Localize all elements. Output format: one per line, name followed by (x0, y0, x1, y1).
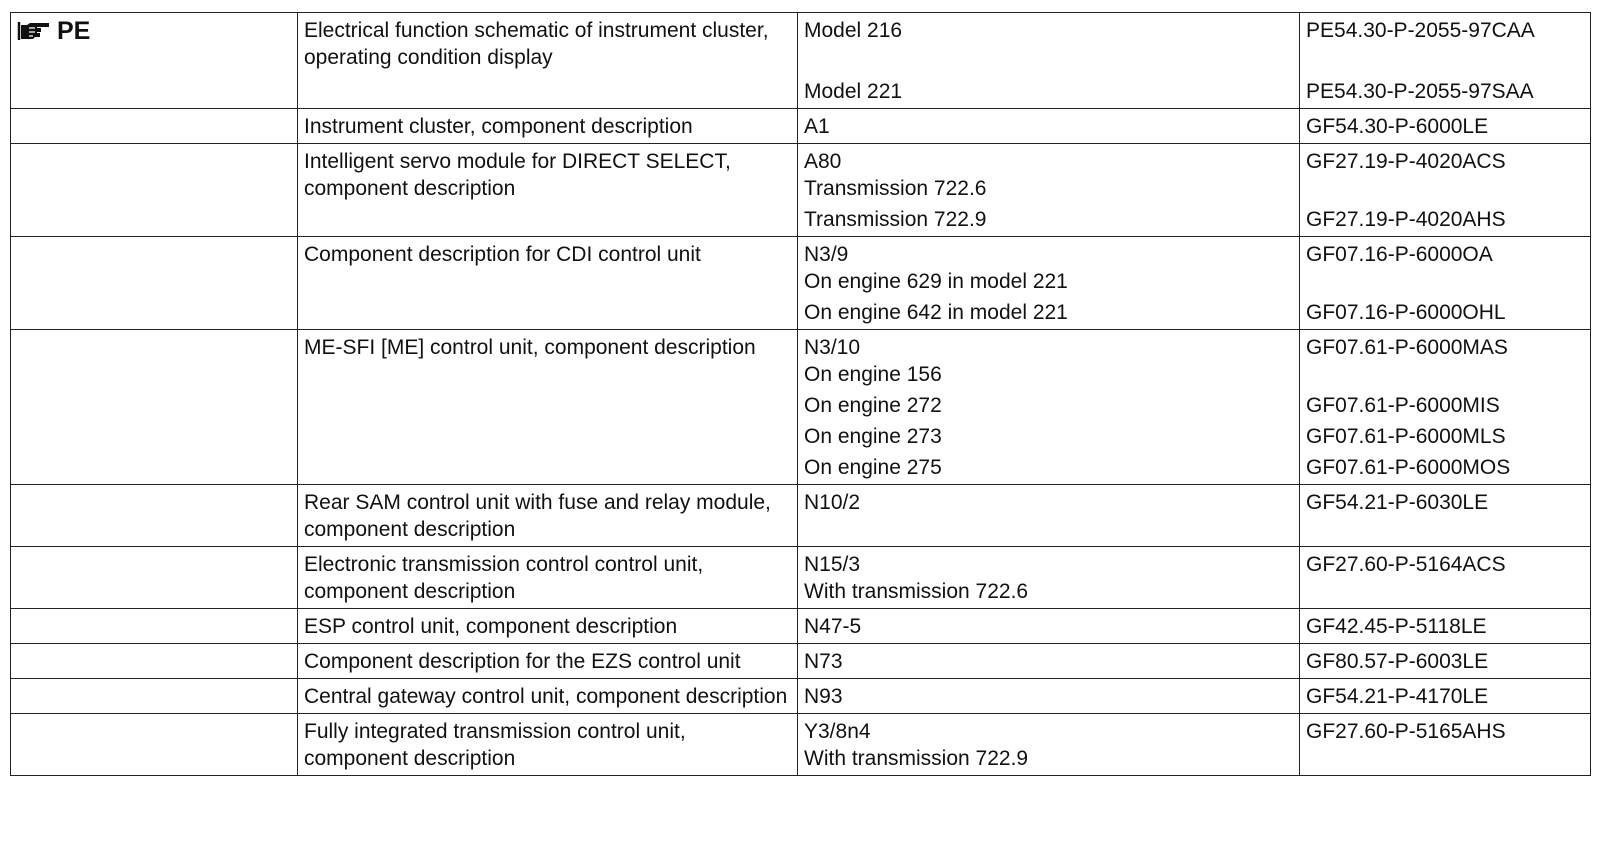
marker-cell (11, 13, 298, 109)
marker-cell (11, 330, 298, 485)
item-line: Model 216 (804, 19, 903, 42)
description-cell: Component description for CDI control unit (298, 237, 798, 330)
document-cell (1300, 237, 1591, 330)
item-line: Transmission 722.6 (804, 177, 987, 200)
marker-cell (11, 547, 298, 609)
marker-cell (11, 485, 298, 547)
document-reference: GF42.45-P-5118LE (1306, 615, 1487, 638)
document-reference: GF54.21-P-4170LE (1306, 685, 1489, 708)
document-reference: GF07.61-P-6000MOS (1306, 456, 1511, 479)
item-line: On engine 272 (804, 394, 942, 417)
document-reference: GF27.19-P-4020ACS (1306, 150, 1506, 173)
pe-marker[interactable] (17, 17, 291, 45)
document-reference: PE54.30-P-2055-97CAA (1306, 19, 1535, 42)
table-row (11, 485, 1591, 547)
item-cell (798, 13, 1300, 109)
item-line: On engine 273 (804, 425, 942, 448)
document-reference (1306, 745, 1584, 772)
reference-table (10, 12, 1591, 776)
description-cell: Electronic transmission control control unit, component description (298, 547, 798, 609)
item-cell (798, 237, 1300, 330)
item-line: N10/2 (804, 491, 861, 514)
item-line: Y3/8n4 (804, 720, 871, 743)
item-cell (798, 330, 1300, 485)
item-cell (798, 714, 1300, 776)
item-line: N15/3 (804, 553, 861, 576)
item-cell (798, 609, 1300, 644)
marker-cell (11, 679, 298, 714)
item-line: N93 (804, 685, 843, 708)
document-reference: GF07.16-P-6000OA (1306, 243, 1493, 266)
marker-cell (11, 144, 298, 237)
document-cell (1300, 109, 1591, 144)
item-line: N3/10 (804, 336, 861, 359)
document-reference (1306, 268, 1584, 295)
document-cell (1300, 644, 1591, 679)
item-line: Model 221 (804, 80, 903, 103)
description-cell: Intelligent servo module for DIRECT SELECT, component description (298, 144, 798, 237)
document-reference: GF80.57-P-6003LE (1306, 650, 1489, 673)
document-cell (1300, 714, 1591, 776)
table-row (11, 547, 1591, 609)
document-reference (1306, 175, 1584, 202)
marker-cell (11, 109, 298, 144)
item-line: On engine 642 in model 221 (804, 301, 1068, 324)
document-reference: GF27.60-P-5165AHS (1306, 720, 1506, 743)
description-cell: Electrical function schematic of instrument cluster, operating condition display (298, 13, 798, 109)
table-row (11, 109, 1591, 144)
item-line: On engine 275 (804, 456, 942, 479)
document-cell (1300, 330, 1591, 485)
document-reference: GF07.16-P-6000OHL (1306, 301, 1506, 324)
document-reference: GF07.61-P-6000MLS (1306, 425, 1506, 448)
description-cell: Central gateway control unit, component description (298, 679, 798, 714)
document-cell (1300, 609, 1591, 644)
document-cell (1300, 679, 1591, 714)
item-line: A1 (804, 115, 830, 138)
item-cell (798, 644, 1300, 679)
document-reference: GF27.60-P-5164ACS (1306, 553, 1506, 576)
item-line: N47-5 (804, 615, 862, 638)
item-line: With transmission 722.6 (804, 580, 1029, 603)
document-reference (1306, 361, 1584, 388)
pointing-hand-icon (17, 20, 51, 42)
marker-cell (11, 714, 298, 776)
description-cell: Component description for the EZS control unit (298, 644, 798, 679)
table-row (11, 714, 1591, 776)
item-cell (798, 679, 1300, 714)
item-line: N73 (804, 650, 843, 673)
table-row (11, 644, 1591, 679)
table-row (11, 330, 1591, 485)
pe-label: PE (57, 17, 91, 45)
table-row (11, 237, 1591, 330)
document-reference: GF07.61-P-6000MIS (1306, 394, 1500, 417)
document-reference: PE54.30-P-2055-97SAA (1306, 80, 1534, 103)
document-cell (1300, 485, 1591, 547)
item-line: N3/9 (804, 243, 849, 266)
document-reference: GF27.19-P-4020AHS (1306, 208, 1506, 231)
description-cell: Instrument cluster, component description (298, 109, 798, 144)
marker-cell (11, 644, 298, 679)
document-reference (1306, 578, 1584, 605)
marker-cell (11, 609, 298, 644)
document-reference: GF54.30-P-6000LE (1306, 115, 1489, 138)
table-row (11, 609, 1591, 644)
item-cell (798, 144, 1300, 237)
item-line: On engine 156 (804, 363, 942, 386)
table-row (11, 13, 1591, 109)
table-row (11, 679, 1591, 714)
item-line: On engine 629 in model 221 (804, 270, 1068, 293)
table-row (11, 144, 1591, 237)
item-line: Transmission 722.9 (804, 208, 987, 231)
description-cell: Rear SAM control unit with fuse and relay module, component description (298, 485, 798, 547)
item-cell (798, 485, 1300, 547)
item-line: With transmission 722.9 (804, 747, 1029, 770)
item-cell (798, 109, 1300, 144)
item-line: A80 (804, 150, 842, 173)
marker-cell (11, 237, 298, 330)
document-reference: GF07.61-P-6000MAS (1306, 336, 1508, 359)
document-cell (1300, 144, 1591, 237)
document-cell (1300, 13, 1591, 109)
item-cell (798, 547, 1300, 609)
description-cell: ESP control unit, component description (298, 609, 798, 644)
description-cell: Fully integrated transmission control unit, component description (298, 714, 798, 776)
document-cell (1300, 547, 1591, 609)
document-reference: GF54.21-P-6030LE (1306, 491, 1489, 514)
description-cell: ME-SFI [ME] control unit, component description (298, 330, 798, 485)
